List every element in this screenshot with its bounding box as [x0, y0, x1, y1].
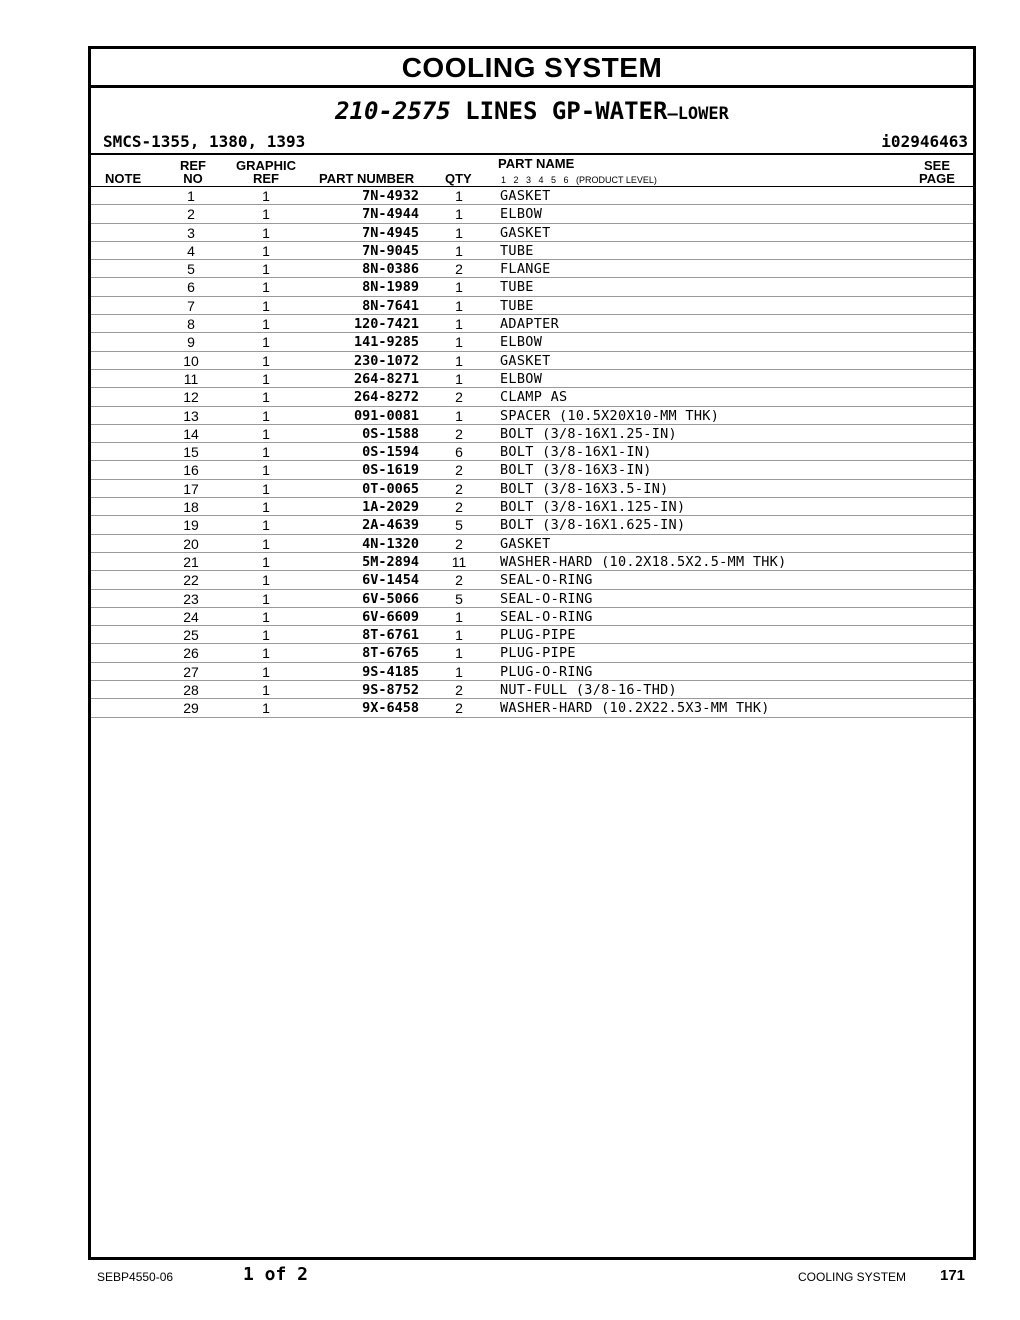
qty: 5 [455, 590, 463, 607]
product-level-labels: 1 2 3 4 5 6 (PRODUCT LEVEL) [501, 175, 657, 185]
ref-no: 16 [183, 462, 199, 479]
part-number: 141-9285 [353, 334, 419, 351]
qty: 2 [455, 261, 463, 278]
table-row [91, 224, 973, 242]
section-title: COOLING SYSTEM [91, 49, 973, 88]
qty: 1 [455, 608, 463, 625]
ref-no: 9 [187, 334, 195, 351]
footer-section: COOLING SYSTEM [798, 1270, 907, 1284]
qty: 1 [455, 206, 463, 223]
ref-no: 10 [183, 352, 199, 369]
part-number: 8N-1989 [362, 279, 419, 296]
table-row [91, 699, 973, 717]
part-name: BOLT (3/8-16X1-IN) [500, 444, 652, 461]
qty: 2 [455, 572, 463, 589]
part-number: 6V-1454 [362, 572, 419, 589]
qty: 2 [455, 389, 463, 406]
ref-no: 14 [183, 425, 199, 442]
qty: 1 [455, 663, 463, 680]
table-row [91, 461, 973, 479]
table-row [91, 663, 973, 681]
part-number: 9X-6458 [362, 700, 419, 717]
qty: 1 [455, 297, 463, 314]
table-row [91, 260, 973, 278]
part-name: BOLT (3/8-16X1.25-IN) [500, 425, 677, 442]
part-number: 7N-9045 [362, 242, 419, 259]
part-number: 8T-6761 [362, 627, 419, 644]
graphic-ref: 1 [262, 224, 270, 241]
qty: 2 [455, 462, 463, 479]
ref-no: 13 [183, 407, 199, 424]
part-number: 8T-6765 [362, 645, 419, 662]
part-name: TUBE [500, 279, 534, 296]
part-name: WASHER-HARD (10.2X18.5X2.5-MM THK) [500, 553, 787, 570]
ref-no: 24 [183, 608, 199, 625]
part-name: SEAL-O-RING [500, 608, 593, 625]
table-row [91, 498, 973, 516]
part-name: GASKET [500, 224, 551, 241]
qty: 2 [455, 425, 463, 442]
qty: 1 [455, 334, 463, 351]
qty: 1 [455, 279, 463, 296]
illustration-id: i02946463 [881, 132, 968, 151]
qty: 11 [451, 553, 467, 570]
part-name: BOLT (3/8-16X3-IN) [500, 462, 652, 479]
part-number: 120-7421 [353, 316, 419, 333]
graphic-ref: 1 [262, 242, 270, 259]
table-row [91, 608, 973, 626]
part-number: 1A-2029 [362, 499, 419, 516]
graphic-ref: 1 [262, 334, 270, 351]
graphic-ref: 1 [262, 700, 270, 717]
part-name: ELBOW [500, 334, 543, 351]
ref-no: 5 [187, 261, 195, 278]
table-row [91, 205, 973, 223]
table-row [91, 388, 973, 406]
ref-no: 19 [183, 517, 199, 534]
col-graphic-bottom: REF [253, 171, 279, 186]
graphic-ref: 1 [262, 682, 270, 699]
qty: 2 [455, 499, 463, 516]
qty: 1 [455, 188, 463, 204]
part-number: 0S-1594 [362, 444, 419, 461]
ref-no: 21 [183, 553, 199, 570]
table-row [91, 407, 973, 425]
part-name: SPACER (10.5X20X10-MM THK) [500, 407, 720, 424]
meta-line [91, 131, 973, 153]
graphic-ref: 1 [262, 206, 270, 223]
part-number: 7N-4932 [362, 188, 419, 204]
part-number: 4N-1320 [362, 535, 419, 552]
col-ref-bottom: NO [183, 171, 203, 186]
part-name: PLUG-O-RING [500, 663, 593, 680]
col-see-bottom: PAGE [919, 171, 955, 186]
table-row [91, 590, 973, 608]
part-number: 0T-0065 [362, 480, 419, 497]
footer-doc-number: SEBP4550-06 [97, 1270, 174, 1284]
graphic-ref: 1 [262, 572, 270, 589]
graphic-ref: 1 [262, 535, 270, 552]
ref-no: 18 [183, 499, 199, 516]
ref-no: 2 [187, 206, 195, 223]
part-number: 2A-4639 [362, 517, 419, 534]
graphic-ref: 1 [262, 188, 270, 204]
col-part-name: PART NAME [498, 156, 575, 171]
ref-no: 28 [183, 682, 199, 699]
part-name: BOLT (3/8-16X3.5-IN) [500, 480, 669, 497]
table-row [91, 315, 973, 333]
graphic-ref: 1 [262, 316, 270, 333]
qty: 1 [455, 316, 463, 333]
qty: 1 [455, 645, 463, 662]
graphic-ref: 1 [262, 352, 270, 369]
qty: 1 [455, 370, 463, 387]
table-row [91, 681, 973, 699]
graphic-ref: 1 [262, 627, 270, 644]
table-row [91, 278, 973, 296]
qty: 5 [455, 517, 463, 534]
graphic-ref: 1 [262, 645, 270, 662]
footer-page-of: 1 of 2 [243, 1264, 309, 1285]
part-number: 0S-1588 [362, 425, 419, 442]
ref-no: 6 [187, 279, 195, 296]
graphic-ref: 1 [262, 370, 270, 387]
table-row [91, 553, 973, 571]
qty: 1 [455, 352, 463, 369]
table-row [91, 297, 973, 315]
col-qty: QTY [445, 171, 472, 186]
part-name: SEAL-O-RING [500, 572, 593, 589]
part-name: GASKET [500, 535, 551, 552]
graphic-ref: 1 [262, 608, 270, 625]
part-name: ADAPTER [500, 316, 559, 333]
qty: 1 [455, 627, 463, 644]
col-see-top: SEE [924, 158, 951, 173]
part-number: 9S-4185 [362, 663, 419, 680]
part-number: 264-8272 [353, 389, 419, 406]
ref-no: 12 [183, 389, 199, 406]
graphic-ref: 1 [262, 444, 270, 461]
ref-no: 7 [187, 297, 195, 314]
qty: 2 [455, 480, 463, 497]
part-name: GASKET [500, 352, 551, 369]
graphic-ref: 1 [262, 407, 270, 424]
col-part-number: PART NUMBER [319, 171, 415, 186]
table-row [91, 571, 973, 589]
ref-no: 11 [183, 370, 199, 387]
qty: 1 [455, 242, 463, 259]
graphic-ref: 1 [262, 663, 270, 680]
parts-list-frame [88, 46, 976, 1260]
graphic-ref: 1 [262, 553, 270, 570]
table-row [91, 187, 973, 205]
header-divider [91, 153, 973, 155]
part-name: CLAMP AS [500, 389, 568, 406]
table-row [91, 516, 973, 534]
col-graphic-top: GRAPHIC [236, 158, 296, 173]
table-row [91, 644, 973, 662]
part-name: SEAL-O-RING [500, 590, 593, 607]
group-title [91, 96, 973, 126]
part-number: 7N-4945 [362, 224, 419, 241]
part-name: ELBOW [500, 206, 543, 223]
graphic-ref: 1 [262, 297, 270, 314]
ref-no: 26 [183, 645, 199, 662]
part-name: NUT-FULL (3/8-16-THD) [500, 682, 677, 699]
col-note: NOTE [105, 171, 142, 186]
part-name: TUBE [500, 242, 534, 259]
qty: 2 [455, 682, 463, 699]
qty: 1 [455, 407, 463, 424]
part-number: 6V-6609 [362, 608, 419, 625]
table-row [91, 333, 973, 351]
graphic-ref: 1 [262, 517, 270, 534]
group-suffix: —LOWER [667, 104, 729, 124]
ref-no: 20 [183, 535, 199, 552]
ref-no: 4 [187, 242, 195, 259]
graphic-ref: 1 [262, 279, 270, 296]
parts-table-body [91, 187, 973, 718]
part-name: BOLT (3/8-16X1.125-IN) [500, 499, 686, 516]
ref-no: 29 [183, 700, 199, 717]
part-name: PLUG-PIPE [500, 627, 576, 644]
ref-no: 17 [183, 480, 199, 497]
table-row [91, 352, 973, 370]
part-number: 8N-7641 [362, 297, 419, 314]
col-ref-top: REF [180, 158, 206, 173]
table-row [91, 370, 973, 388]
part-number: 230-1072 [353, 352, 419, 369]
ref-no: 1 [187, 188, 195, 204]
group-number: 210-2575 [335, 97, 451, 125]
part-name: PLUG-PIPE [500, 645, 576, 662]
ref-no: 25 [183, 627, 199, 644]
part-name: TUBE [500, 297, 534, 314]
ref-no: 15 [183, 444, 199, 461]
ref-no: 22 [183, 572, 199, 589]
qty: 1 [455, 224, 463, 241]
part-name: GASKET [500, 188, 551, 204]
ref-no: 27 [183, 663, 199, 680]
part-number: 9S-8752 [362, 682, 419, 699]
part-number: 8N-0386 [362, 261, 419, 278]
table-row [91, 242, 973, 260]
footer-page-number: 171 [940, 1267, 966, 1284]
graphic-ref: 1 [262, 480, 270, 497]
page-footer [0, 1262, 1020, 1292]
part-name: FLANGE [500, 261, 551, 278]
part-number: 091-0081 [353, 407, 419, 424]
part-name: ELBOW [500, 370, 543, 387]
part-name: BOLT (3/8-16X1.625-IN) [500, 517, 686, 534]
part-name: WASHER-HARD (10.2X22.5X3-MM THK) [500, 700, 770, 717]
graphic-ref: 1 [262, 499, 270, 516]
ref-no: 8 [187, 316, 195, 333]
part-number: 7N-4944 [362, 206, 419, 223]
table-row [91, 425, 973, 443]
part-number: 264-8271 [353, 370, 419, 387]
table-row [91, 480, 973, 498]
table-row [91, 443, 973, 461]
graphic-ref: 1 [262, 590, 270, 607]
part-number: 6V-5066 [362, 590, 419, 607]
qty: 2 [455, 700, 463, 717]
table-row [91, 535, 973, 553]
graphic-ref: 1 [262, 462, 270, 479]
group-name: LINES GP-WATER [465, 97, 668, 125]
table-row [91, 626, 973, 644]
smcs-codes: SMCS-1355, 1380, 1393 [103, 132, 306, 151]
ref-no: 23 [183, 590, 199, 607]
graphic-ref: 1 [262, 425, 270, 442]
ref-no: 3 [187, 224, 195, 241]
part-number: 5M-2894 [362, 553, 419, 570]
graphic-ref: 1 [262, 389, 270, 406]
part-number: 0S-1619 [362, 462, 419, 479]
qty: 6 [455, 444, 463, 461]
qty: 2 [455, 535, 463, 552]
graphic-ref: 1 [262, 261, 270, 278]
